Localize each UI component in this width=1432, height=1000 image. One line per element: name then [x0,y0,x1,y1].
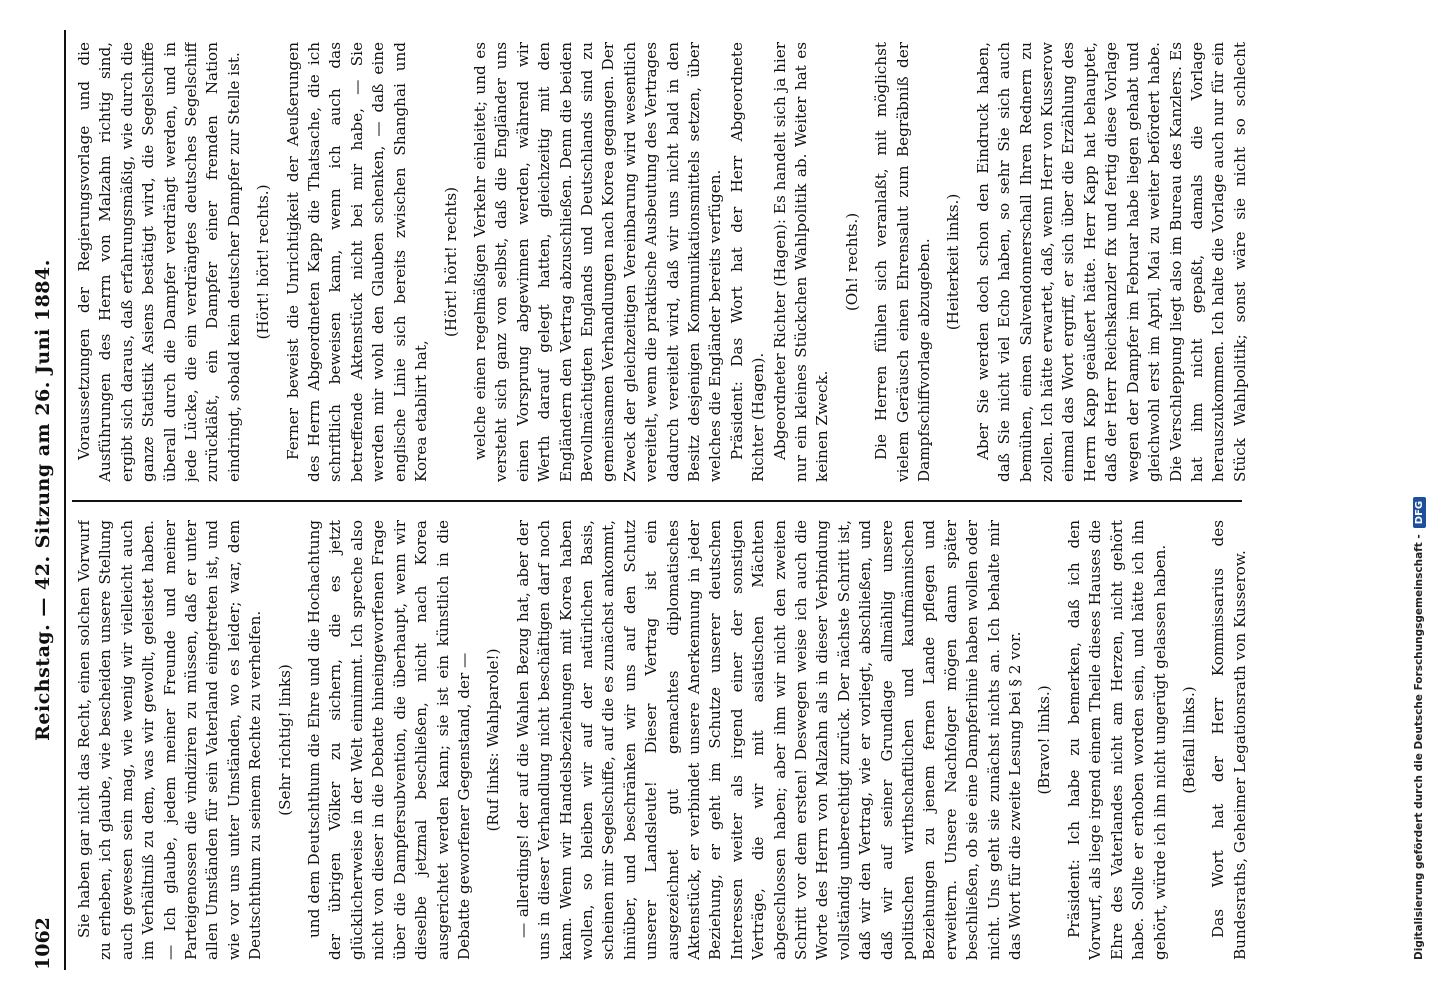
interjection: (Beifall links.) [1179,686,1198,794]
dfg-watermark [1406,0,1428,1000]
interjection: (Heiterkeit links.) [944,193,963,331]
paragraph: Ferner beweist die Unrichtigkeit der Aeußerungen des Herrn Abgeordneten Kapp die Thatsache, die ich schriftlich beweisen kann, wenn ich auch das betreffende Aktenstück nicht bei mir habe, — Sie werden mir wohl den Glauben schenken, — daß eine englische Linie sich bereits zwischen Shanghai und Korea etablirt hat, [283,42,431,482]
paragraph: Die Herren fühlen sich veranlaßt, mit möglichst vielem Geräusch einen Ehrensalut zum Begräbniß der Dampfschiffvorlage abzugeben. [872,42,934,482]
paragraph: — allerdings! der auf die Wahlen Bezug hat, aber der uns in dieser Verhandlung nicht beschäftigen darf noch kann. Wenn wir Handelsbeziehungen mit Korea haben wollen, so bleiben wir auf der natürlichen Basis, scheinen mir Segelschiffe, auf die es zunächst ankommt, hinüber, und beschränken wir uns auf den Schutz unserer Landsleute! Dieser Vertrag ist ein ausgezeichnet gut gemachtes diplomatisches Aktenstück, er verbindet unsere Anerkennung in jeder Beziehung, er geht im Schutze unserer deutschen Interessen weiter als irgend einer der sonstigen Verträge, die wir mit asiatischen Mächten abgeschlossen haben; aber ihm wir nicht den zweiten Schritt vor dem ersten! Deswegen weise ich auch die Worte des Herrn von Malzahn als in dieser Verbindung vollständig unberechtigt zurück. Der nächste Schritt ist, daß wir den Vertrag, wie er vorliegt, abschließen, und daß wir auf seiner Grundlage allmählig unsere politischen wirthschaftlichen und kaufmännischen Beziehungen zu jenem fernen Lande pflegen und erweitern. Unsere Nachfolger mögen dann später beschließen, ob sie eine Dampferlinie haben wollen oder nicht. Uns geht sie zunächst nichts an. Ich behalte mir das Wort für die zweite Lesung bei § 2 vor. [513,520,1025,960]
paragraph: und dem Deutschthum die Ehre und die Hochachtung der übrigen Völker zu sichern, die es jetzt glücklicherweise in der Welt einnimmt. Ich spreche also nicht von dieser in die Debatte hineingeworfenen Frage über die Dampfersubvention, die überhaupt, wenn wir dieselbe jetzmal beschließen, nicht nach Korea ausgerichtet werden kann; sie ist ein künstlich in die Debatte geworfener Gegenstand, der — [305,520,473,960]
speaker-paragraph: Abgeordneter Richter (Hagen): Es handelt sich ja hier nur ein kleines Stückchen Wahlpolitik ab. Weiter hat es keinen Zweck. [770,42,832,482]
speaker-paragraph [1251,520,1254,960]
interjection: (Bravo! links.) [1035,685,1054,795]
watermark-strip [1408,10,1430,960]
paragraph: Voraussetzungen der Regierungsvorlage und die Ausführungen des Herrn von Malzahn richtig sind, ergibt sich daraus, daß erfahrungsmäßig, wie durch die ganze Statistik Asiens bestätigt wird, die Segelschiffe überall durch die Dampfer verdrängt werden, und in jede Lücke, die ein verdrängtes deutsches Segelschiff zurückläßt, ein Dampfer einer fremden Nation eindringt, sobald kein deutscher Dampfer zur Stelle ist. [75,42,243,482]
speaker-paragraph: Präsident: Ich habe zu bemerken, daß ich den Vorwurf, als liege irgend einem Theile dieses Hauses die Ehre des Vaterlandes nicht am Herzen, nicht gehört habe. Sollte er erhoben worden sein, und hätte ich ihn gehört, würde ich ihn nicht ungerügt gelassen haben. [1064,520,1169,960]
watermark-text: Digitalisierung gefördert durch die Deutsche Forschungsgemeinschaft - [1413,534,1425,960]
interjection: (Hört! hört! rechts.) [254,184,273,340]
interjection: (Ruf links: Wahlparole!) [484,648,503,832]
interjection: (Oh! rechts.) [842,212,861,312]
paragraph: Aber Sie werden doch schon den Eindruck haben, daß Sie nicht viel Echo haben, so sehr Sie sich auch bemühen, einen Salvendonnerschall Ihren Rednern zu zollen. Ich hätte erwartet, daß, wenn Herr von Kusserow einmal das Wort ergriff, er sich über die Erzählung des Herrn Kapp geäußert hätte. Herr Kapp hat behauptet, daß der Herr Reichskanzler fix und fertig diese Vorlage wegen der Dampfer im Februar habe liegen gehabt und gleichwohl erst im April, Mai zu weiter befördert habe. Die Verschleppung liegt also im Bureau des Kanzlers. Es hat ihm nicht gepaßt, damals die Vorlage herauszukommen. Ich halte die Vorlage auch nur für ein Stück Wahlpolitik; sonst wäre sie nicht so schlecht [973,42,1249,482]
speaker-paragraph: Präsident: Das Wort hat der Herr Abgeordnete Richter (Hagen). [727,42,768,482]
header-rule [64,30,66,970]
interjection: (Hört! hört! rechts) [441,186,460,338]
interjection: (Sehr richtig! links) [275,664,294,816]
paragraph: Das Wort hat der Herr Kommissarius des Bundesraths, Geheimer Legationsrath von Kusserow. [1209,520,1249,960]
column-divider [72,500,1242,502]
right-column [74,42,1254,482]
paragraph: Sie haben gar nicht das Recht, einen solchen Vorwurf zu erheben, ich glaube, wie bescheiden unsere Stellung auch gewesen sein mag, wie wenig wir vielleicht auch im Verhältniß zu dem, was wir gewollt, geleistet haben. — Ich glaube, jedem meiner Freunde und meiner Parteigenossen die vindiziren zu müssen, daß er unter allen Umständen für sein Vaterland eingetreten ist, und wie vor uns unter Umständen, wo es leider; war, dem Deutschthum zu seinem Rechte zu verhelfen. [75,520,265,960]
page-header [28,30,58,970]
left-column [74,520,1254,960]
paragraph: welche einen regelmäßigen Verkehr einleitet; und es versteht sich ganz von selbst, daß die Engländer uns einen Vorsprung abgewinnen werden, während wir Werth darauf gelegt hatten, gleichzeitig mit den Engländern den Vertrag abzuschließen. Denn die beiden Bevollmächtigten Englands und Deutschlands sind zu gemeinsamen Verhandlungen nach Korea gegangen. Der Zweck der gleichzeitigen Vereinbarung wird wesentlich vereitelt, wenn die praktische Ausbeutung des Vertrages dadurch vereitelt wird, daß wir uns nicht bald in den Besitz desjenigen Kommunikationsmittels setzen, über welches die Engländer bereits verfügen. [470,42,725,482]
dfg-logo: DFG [1413,497,1426,528]
page-number: 1062 [32,917,54,970]
page-title: Reichstag. — 42. Sitzung am 26. Juni 1884. [32,259,54,741]
